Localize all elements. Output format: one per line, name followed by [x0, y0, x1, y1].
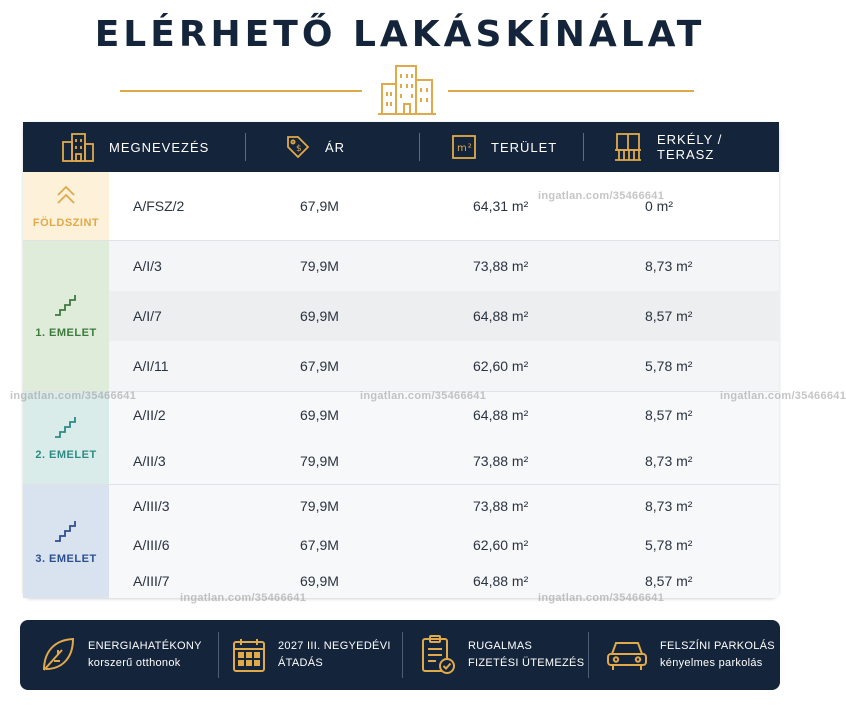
floor-label [23, 241, 109, 391]
header-balcony-label: ERKÉLY / TERASZ [657, 132, 723, 162]
floor-label [23, 485, 109, 598]
table-row [109, 291, 779, 341]
apartment-name: A/II/2 [133, 407, 166, 423]
table-row [109, 341, 779, 391]
car-icon [606, 638, 648, 672]
apartment-balcony: 8,73 m² [645, 498, 693, 514]
stairs-icon [53, 519, 79, 543]
table-row [109, 241, 779, 291]
apartment-name: A/I/3 [133, 258, 162, 274]
floor-group-1 [23, 241, 779, 391]
header-divider [245, 133, 246, 161]
apartment-area: 64,31 m² [473, 198, 529, 214]
apartment-price: 67,9M [300, 537, 339, 553]
feature-title: 2027 III. NEGYEDÉVI [278, 640, 391, 652]
apartment-table [23, 122, 779, 598]
decor-line-left [120, 90, 362, 92]
floor-label [23, 392, 109, 484]
apartment-price: 69,9M [300, 572, 339, 589]
header-name-label: MEGNEVEZÉS [109, 139, 210, 155]
floor-group-2 [23, 392, 779, 484]
apartment-area: 64,88 m² [473, 308, 529, 324]
chevron-up-icon [55, 183, 77, 207]
apartment-balcony: 8,57 m² [645, 572, 693, 589]
apartment-balcony: 8,57 m² [645, 407, 693, 423]
apartment-name: A/III/7 [133, 572, 170, 589]
feature-divider [218, 632, 219, 678]
features-bar [20, 620, 780, 690]
header-area-label: TERÜLET [491, 139, 558, 155]
apartment-price: 79,9M [300, 498, 339, 514]
svg-text:m²: m² [457, 143, 473, 154]
apartment-balcony: 8,73 m² [645, 453, 693, 469]
apartment-price: 79,9M [300, 258, 339, 274]
feature-divider [588, 632, 589, 678]
floor-group-3 [23, 485, 779, 598]
decor-line-right [448, 90, 694, 92]
feature-title: ENERGIAHATÉKONY [88, 640, 202, 652]
feature-divider [402, 632, 403, 678]
watermark: ingatlan.com/35466641 [360, 390, 487, 402]
feature-title: FELSZÍNI PARKOLÁS [660, 640, 775, 652]
header-price-label: ÁR [325, 139, 346, 155]
floor-label-text: FÖLDSZINT [32, 217, 100, 229]
feature-energy [40, 620, 202, 690]
balcony-icon [613, 132, 643, 162]
apartment-price: 69,9M [300, 308, 339, 324]
apartment-balcony: 0 m² [645, 198, 673, 214]
header-area [451, 122, 557, 172]
feature-subtitle: FIZETÉSI ÜTEMEZÉS [468, 657, 585, 669]
apartment-price: 79,9M [300, 453, 339, 469]
table-row [109, 485, 779, 527]
watermark: ingatlan.com/35466641 [720, 390, 846, 402]
header-divider [583, 133, 584, 161]
stairs-icon [53, 293, 79, 317]
payment-schedule-icon [420, 635, 456, 675]
watermark: ingatlan.com/35466641 [10, 390, 137, 402]
feature-subtitle: ÁTADÁS [278, 657, 323, 669]
feature-title: RUGALMAS [468, 640, 533, 652]
feature-payment [420, 620, 584, 690]
apartment-area: 62,60 m² [473, 358, 529, 374]
apartment-price: 69,9M [300, 407, 339, 423]
floor-label [23, 172, 109, 240]
price-tag-icon [285, 134, 311, 160]
svg-text:$: $ [296, 144, 303, 154]
title-decoration [0, 62, 800, 118]
buildings-icon [378, 62, 436, 116]
table-row [109, 172, 779, 240]
apartment-balcony: 8,73 m² [645, 258, 693, 274]
apartment-area: 62,60 m² [473, 537, 529, 553]
feature-handover [232, 620, 391, 690]
floor-label-text: 2. EMELET [35, 449, 97, 461]
apartment-name: A/I/11 [133, 358, 169, 374]
apartment-area: 73,88 m² [473, 453, 529, 469]
page-title: ELÉRHETŐ LAKÁSKÍNÁLAT [94, 14, 706, 55]
apartment-area: 73,88 m² [473, 258, 529, 274]
apartment-name: A/III/6 [133, 537, 170, 553]
table-header [23, 122, 779, 172]
area-icon [451, 134, 477, 160]
feature-subtitle: korszerű otthonok [88, 657, 181, 669]
header-balcony [613, 122, 779, 172]
apartment-area: 64,88 m² [473, 407, 529, 423]
calendar-icon [232, 637, 266, 673]
header-divider [419, 133, 420, 161]
watermark: ingatlan.com/35466641 [180, 592, 307, 604]
apartment-area: 64,88 m² [473, 572, 529, 589]
feature-parking [606, 620, 775, 690]
building-icon [61, 132, 95, 162]
apartment-name: A/III/3 [133, 498, 170, 514]
feature-subtitle: kényelmes parkolás [660, 657, 763, 669]
header-price [285, 122, 345, 172]
table-row [109, 527, 779, 563]
apartment-balcony: 5,78 m² [645, 358, 693, 374]
leaf-icon [40, 636, 76, 674]
apartment-balcony: 5,78 m² [645, 537, 693, 553]
apartment-area: 73,88 m² [473, 498, 529, 514]
floor-label-text: 1. EMELET [35, 327, 97, 339]
watermark: ingatlan.com/35466641 [538, 190, 665, 202]
floor-label-text: 3. EMELET [35, 552, 97, 565]
stairs-icon [53, 415, 79, 439]
header-name [61, 122, 209, 172]
table-row [109, 438, 779, 484]
watermark: ingatlan.com/35466641 [538, 592, 665, 604]
apartment-price: 67,9M [300, 358, 339, 374]
apartment-balcony: 8,57 m² [645, 308, 693, 324]
apartment-name: A/II/3 [133, 453, 166, 469]
apartment-name: A/FSZ/2 [133, 198, 185, 214]
floor-group-ground [23, 172, 779, 240]
apartment-name: A/I/7 [133, 308, 162, 324]
apartment-price: 67,9M [300, 198, 339, 214]
